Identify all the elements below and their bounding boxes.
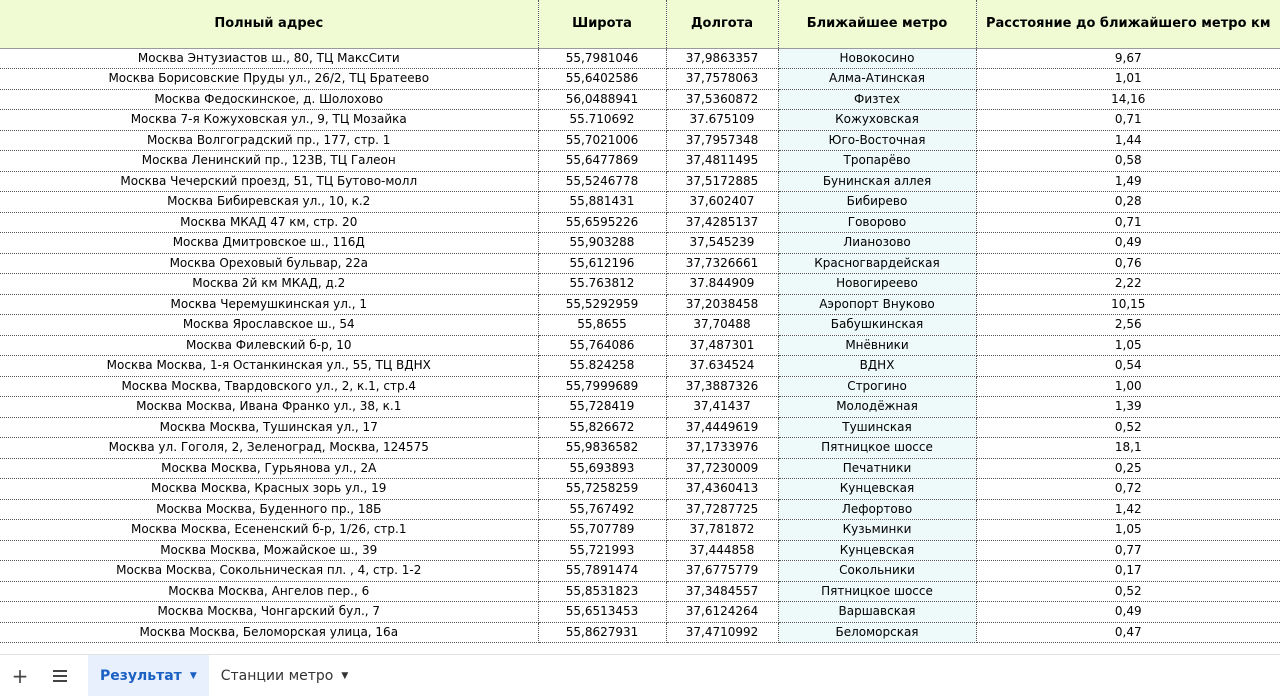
cell-longitude[interactable]: 37,70488 (666, 315, 778, 336)
cell-longitude[interactable]: 37,444858 (666, 540, 778, 561)
cell-distance[interactable]: 0,72 (976, 479, 1280, 500)
sheet-tab-bar (0, 654, 1280, 696)
cell-metro[interactable]: Печатники (778, 458, 976, 479)
cell-longitude[interactable]: 37,7578063 (666, 69, 778, 90)
cell-address[interactable]: Москва Москва, Красных зорь ул., 19 (0, 479, 538, 500)
cell-latitude[interactable]: 55,7258259 (538, 479, 666, 500)
tab-metro-stations[interactable] (209, 655, 361, 696)
cell-metro[interactable]: Бунинская аллея (778, 171, 976, 192)
cell-longitude[interactable]: 37,41437 (666, 397, 778, 418)
table-row (0, 89, 1280, 110)
cell-metro[interactable]: Тушинская (778, 417, 976, 438)
cell-metro[interactable]: Новогиреево (778, 274, 976, 295)
cell-address[interactable]: Москва Москва, Ивана Франко ул., 38, к.1 (0, 397, 538, 418)
cell-address[interactable]: Москва ул. Гоголя, 2, Зеленоград, Москва, 124575 (0, 438, 538, 459)
cell-latitude[interactable]: 55,728419 (538, 397, 666, 418)
cell-address[interactable]: Москва Черемушкинская ул., 1 (0, 294, 538, 315)
table-row (0, 233, 1280, 254)
cell-distance[interactable]: 0,17 (976, 561, 1280, 582)
cell-distance[interactable]: 1,44 (976, 130, 1280, 151)
cell-metro[interactable]: Кунцевская (778, 540, 976, 561)
caret-down-icon[interactable]: ▼ (341, 670, 349, 681)
cell-metro[interactable]: Лианозово (778, 233, 976, 254)
cell-address[interactable]: Москва Волгоградский пр., 177, стр. 1 (0, 130, 538, 151)
cell-address[interactable]: Москва Ленинский пр., 123В, ТЦ Галеон (0, 151, 538, 172)
table-row (0, 212, 1280, 233)
table-row (0, 294, 1280, 315)
cell-distance[interactable]: 0,49 (976, 602, 1280, 623)
cell-metro[interactable]: Бибирево (778, 192, 976, 213)
cell-metro[interactable]: Молодёжная (778, 397, 976, 418)
cell-metro[interactable]: Юго-Восточная (778, 130, 976, 151)
cell-distance[interactable]: 1,00 (976, 376, 1280, 397)
table-row (0, 438, 1280, 459)
cell-address[interactable]: Москва Москва, Есененский б-р, 1/26, стр.1 (0, 520, 538, 541)
cell-metro[interactable]: Аэропорт Внуково (778, 294, 976, 315)
table-row (0, 499, 1280, 520)
cell-distance[interactable]: 0,76 (976, 253, 1280, 274)
cell-longitude[interactable]: 37,4360413 (666, 479, 778, 500)
cell-longitude[interactable]: 37,4449619 (666, 417, 778, 438)
cell-metro[interactable]: Кунцевская (778, 479, 976, 500)
cell-longitude[interactable]: 37,3484557 (666, 581, 778, 602)
caret-down-icon[interactable]: ▼ (189, 670, 197, 681)
cell-distance[interactable]: 1,05 (976, 520, 1280, 541)
cell-address[interactable]: Москва Москва, Тушинская ул., 17 (0, 417, 538, 438)
table-row (0, 540, 1280, 561)
cell-distance[interactable]: 0,52 (976, 581, 1280, 602)
cell-longitude[interactable]: 37,7957348 (666, 130, 778, 151)
header-cell-longitude[interactable]: Долгота (666, 0, 778, 48)
cell-distance[interactable]: 0,54 (976, 356, 1280, 377)
cell-address[interactable]: Москва Филевский б-р, 10 (0, 335, 538, 356)
cell-distance[interactable]: 10,15 (976, 294, 1280, 315)
table-row (0, 171, 1280, 192)
tab-result[interactable] (88, 655, 209, 696)
cell-metro[interactable]: Мнёвники (778, 335, 976, 356)
cell-metro[interactable]: Бабушкинская (778, 315, 976, 336)
cell-metro[interactable]: Красногвардейская (778, 253, 976, 274)
table-row (0, 274, 1280, 295)
cell-latitude[interactable]: 55,6595226 (538, 212, 666, 233)
cell-address[interactable]: Москва 2й км МКАД, д.2 (0, 274, 538, 295)
cell-address[interactable]: Москва Москва, Беломорская улица, 16а (0, 622, 538, 643)
cell-address[interactable]: Москва Москва, Твардовского ул., 2, к.1, стр.4 (0, 376, 538, 397)
cell-address[interactable]: Москва Бибиревская ул., 10, к.2 (0, 192, 538, 213)
menu-icon (53, 670, 67, 682)
header-cell-metro[interactable]: Ближайшее метро (778, 0, 976, 48)
cell-metro[interactable]: Новокосино (778, 48, 976, 69)
cell-address[interactable]: Москва Чечерский проезд, 51, ТЦ Бутово-молл (0, 171, 538, 192)
cell-latitude[interactable]: 55,6477869 (538, 151, 666, 172)
cell-longitude[interactable]: 37,1733976 (666, 438, 778, 459)
cell-metro[interactable]: Лефортово (778, 499, 976, 520)
header-cell-address[interactable]: Полный адрес (0, 0, 538, 48)
tab-label: Станции метро (220, 667, 334, 684)
cell-latitude[interactable]: 55,721993 (538, 540, 666, 561)
cell-address[interactable]: Москва Ореховый бульвар, 22а (0, 253, 538, 274)
cell-metro[interactable]: ВДНХ (778, 356, 976, 377)
cell-longitude[interactable]: 37,602407 (666, 192, 778, 213)
cell-longitude[interactable]: 37,6775779 (666, 561, 778, 582)
cell-metro[interactable]: Строгино (778, 376, 976, 397)
cell-latitude[interactable]: 55,6402586 (538, 69, 666, 90)
table-row (0, 151, 1280, 172)
cell-longitude[interactable]: 37,487301 (666, 335, 778, 356)
table-row (0, 110, 1280, 131)
cell-distance[interactable]: 0,28 (976, 192, 1280, 213)
cell-metro[interactable]: Беломорская (778, 622, 976, 643)
cell-address[interactable]: Москва Москва, Ангелов пер., 6 (0, 581, 538, 602)
cell-longitude[interactable]: 37,3887326 (666, 376, 778, 397)
cell-address[interactable]: Москва Москва, Сокольническая пл. , 4, стр. 1-2 (0, 561, 538, 582)
table-row (0, 458, 1280, 479)
cell-latitude[interactable]: 55,6513453 (538, 602, 666, 623)
cell-distance[interactable]: 1,42 (976, 499, 1280, 520)
cell-address[interactable]: Москва 7-я Кожуховская ул., 9, ТЦ Мозайка (0, 110, 538, 131)
cell-latitude[interactable]: 55,5292959 (538, 294, 666, 315)
table-row (0, 48, 1280, 69)
cell-latitude[interactable]: 55,693893 (538, 458, 666, 479)
cell-latitude[interactable]: 55,8655 (538, 315, 666, 336)
cell-distance[interactable]: 0,47 (976, 622, 1280, 643)
add-sheet-button[interactable] (0, 655, 40, 696)
cell-longitude[interactable]: 37,6124264 (666, 602, 778, 623)
cell-latitude[interactable]: 55.763812 (538, 274, 666, 295)
table-row (0, 397, 1280, 418)
cell-distance[interactable]: 18,1 (976, 438, 1280, 459)
cell-address[interactable]: Москва Энтузиастов ш., 80, ТЦ МаксСити (0, 48, 538, 69)
all-sheets-button[interactable] (40, 655, 80, 696)
cell-distance[interactable]: 0,52 (976, 417, 1280, 438)
cell-metro[interactable]: Физтех (778, 89, 976, 110)
cell-metro[interactable]: Варшавская (778, 602, 976, 623)
cell-metro[interactable]: Кузьминки (778, 520, 976, 541)
table-row (0, 561, 1280, 582)
table-row (0, 622, 1280, 643)
cell-longitude[interactable]: 37.675109 (666, 110, 778, 131)
table-row (0, 376, 1280, 397)
table-row (0, 520, 1280, 541)
cell-longitude[interactable]: 37,5360872 (666, 89, 778, 110)
cell-distance[interactable]: 0,71 (976, 110, 1280, 131)
cell-distance[interactable]: 0,25 (976, 458, 1280, 479)
table-row (0, 602, 1280, 623)
table-row (0, 479, 1280, 500)
cell-distance[interactable]: 0,49 (976, 233, 1280, 254)
cell-longitude[interactable]: 37.844909 (666, 274, 778, 295)
cell-metro[interactable]: Говорово (778, 212, 976, 233)
cell-distance[interactable]: 1,39 (976, 397, 1280, 418)
cell-latitude[interactable]: 55,903288 (538, 233, 666, 254)
table-row (0, 69, 1280, 90)
cell-address[interactable]: Москва Дмитровское ш., 116Д (0, 233, 538, 254)
cell-latitude[interactable]: 55,881431 (538, 192, 666, 213)
cell-distance[interactable]: 0,77 (976, 540, 1280, 561)
cell-longitude[interactable]: 37,7287725 (666, 499, 778, 520)
cell-address[interactable]: Москва Ярославское ш., 54 (0, 315, 538, 336)
cell-latitude[interactable]: 55,9836582 (538, 438, 666, 459)
cell-latitude[interactable]: 55,7891474 (538, 561, 666, 582)
cell-longitude[interactable]: 37,7230009 (666, 458, 778, 479)
cell-address[interactable]: Москва Москва, Гурьянова ул., 2А (0, 458, 538, 479)
table-row (0, 335, 1280, 356)
cell-latitude[interactable]: 55,7999689 (538, 376, 666, 397)
cell-latitude[interactable]: 55,8627931 (538, 622, 666, 643)
cell-longitude[interactable]: 37,7326661 (666, 253, 778, 274)
table-row (0, 356, 1280, 377)
cell-address[interactable]: Москва Москва, Можайское ш., 39 (0, 540, 538, 561)
cell-metro[interactable]: Сокольники (778, 561, 976, 582)
cell-latitude[interactable]: 55,764086 (538, 335, 666, 356)
tab-label: Результат (100, 667, 182, 684)
cell-distance[interactable]: 1,01 (976, 69, 1280, 90)
table-row (0, 581, 1280, 602)
cell-latitude[interactable]: 55.824258 (538, 356, 666, 377)
cell-distance[interactable]: 14,16 (976, 89, 1280, 110)
cell-metro[interactable]: Тропарёво (778, 151, 976, 172)
plus-icon: + (11, 663, 29, 688)
cell-latitude[interactable]: 55,7981046 (538, 48, 666, 69)
cell-address[interactable]: Москва Москва, Буденного пр., 18Б (0, 499, 538, 520)
cell-longitude[interactable]: 37,545239 (666, 233, 778, 254)
cell-latitude[interactable]: 55,8531823 (538, 581, 666, 602)
cell-latitude[interactable]: 55,707789 (538, 520, 666, 541)
table-row (0, 130, 1280, 151)
cell-latitude[interactable]: 55.710692 (538, 110, 666, 131)
cell-longitude[interactable]: 37,2038458 (666, 294, 778, 315)
cell-address[interactable]: Москва Федоскинское, д. Шолохово (0, 89, 538, 110)
header-cell-latitude[interactable]: Широта (538, 0, 666, 48)
cell-address[interactable]: Москва Борисовские Пруды ул., 26/2, ТЦ Братеево (0, 69, 538, 90)
cell-latitude[interactable]: 55,612196 (538, 253, 666, 274)
cell-latitude[interactable]: 55,826672 (538, 417, 666, 438)
cell-distance[interactable]: 1,05 (976, 335, 1280, 356)
cell-latitude[interactable]: 55,767492 (538, 499, 666, 520)
cell-longitude[interactable]: 37,4285137 (666, 212, 778, 233)
cell-latitude[interactable]: 56,0488941 (538, 89, 666, 110)
cell-longitude[interactable]: 37,9863357 (666, 48, 778, 69)
cell-longitude[interactable]: 37,4811495 (666, 151, 778, 172)
cell-distance[interactable]: 0,71 (976, 212, 1280, 233)
header-row (0, 0, 1280, 48)
cell-metro[interactable]: Кожуховская (778, 110, 976, 131)
cell-metro[interactable]: Пятницкое шоссе (778, 581, 976, 602)
cell-metro[interactable]: Алма-Атинская (778, 69, 976, 90)
cell-distance[interactable]: 0,58 (976, 151, 1280, 172)
table-row (0, 253, 1280, 274)
cell-latitude[interactable]: 55,7021006 (538, 130, 666, 151)
cell-longitude[interactable]: 37,781872 (666, 520, 778, 541)
cell-distance[interactable]: 2,56 (976, 315, 1280, 336)
table-row (0, 417, 1280, 438)
cell-distance[interactable]: 2,22 (976, 274, 1280, 295)
cell-longitude[interactable]: 37.634524 (666, 356, 778, 377)
cell-address[interactable]: Москва Москва, 1-я Останкинская ул., 55, ТЦ ВДНХ (0, 356, 538, 377)
cell-longitude[interactable]: 37,4710992 (666, 622, 778, 643)
cell-latitude[interactable]: 55,5246778 (538, 171, 666, 192)
cell-distance[interactable]: 9,67 (976, 48, 1280, 69)
header-cell-distance[interactable]: Расстояние до ближайшего метро км (976, 0, 1280, 48)
table-row (0, 315, 1280, 336)
table-row (0, 192, 1280, 213)
cell-address[interactable]: Москва МКАД 47 км, стр. 20 (0, 212, 538, 233)
cell-address[interactable]: Москва Москва, Чонгарский бул., 7 (0, 602, 538, 623)
cell-metro[interactable]: Пятницкое шоссе (778, 438, 976, 459)
cell-distance[interactable]: 1,49 (976, 171, 1280, 192)
cell-longitude[interactable]: 37,5172885 (666, 171, 778, 192)
